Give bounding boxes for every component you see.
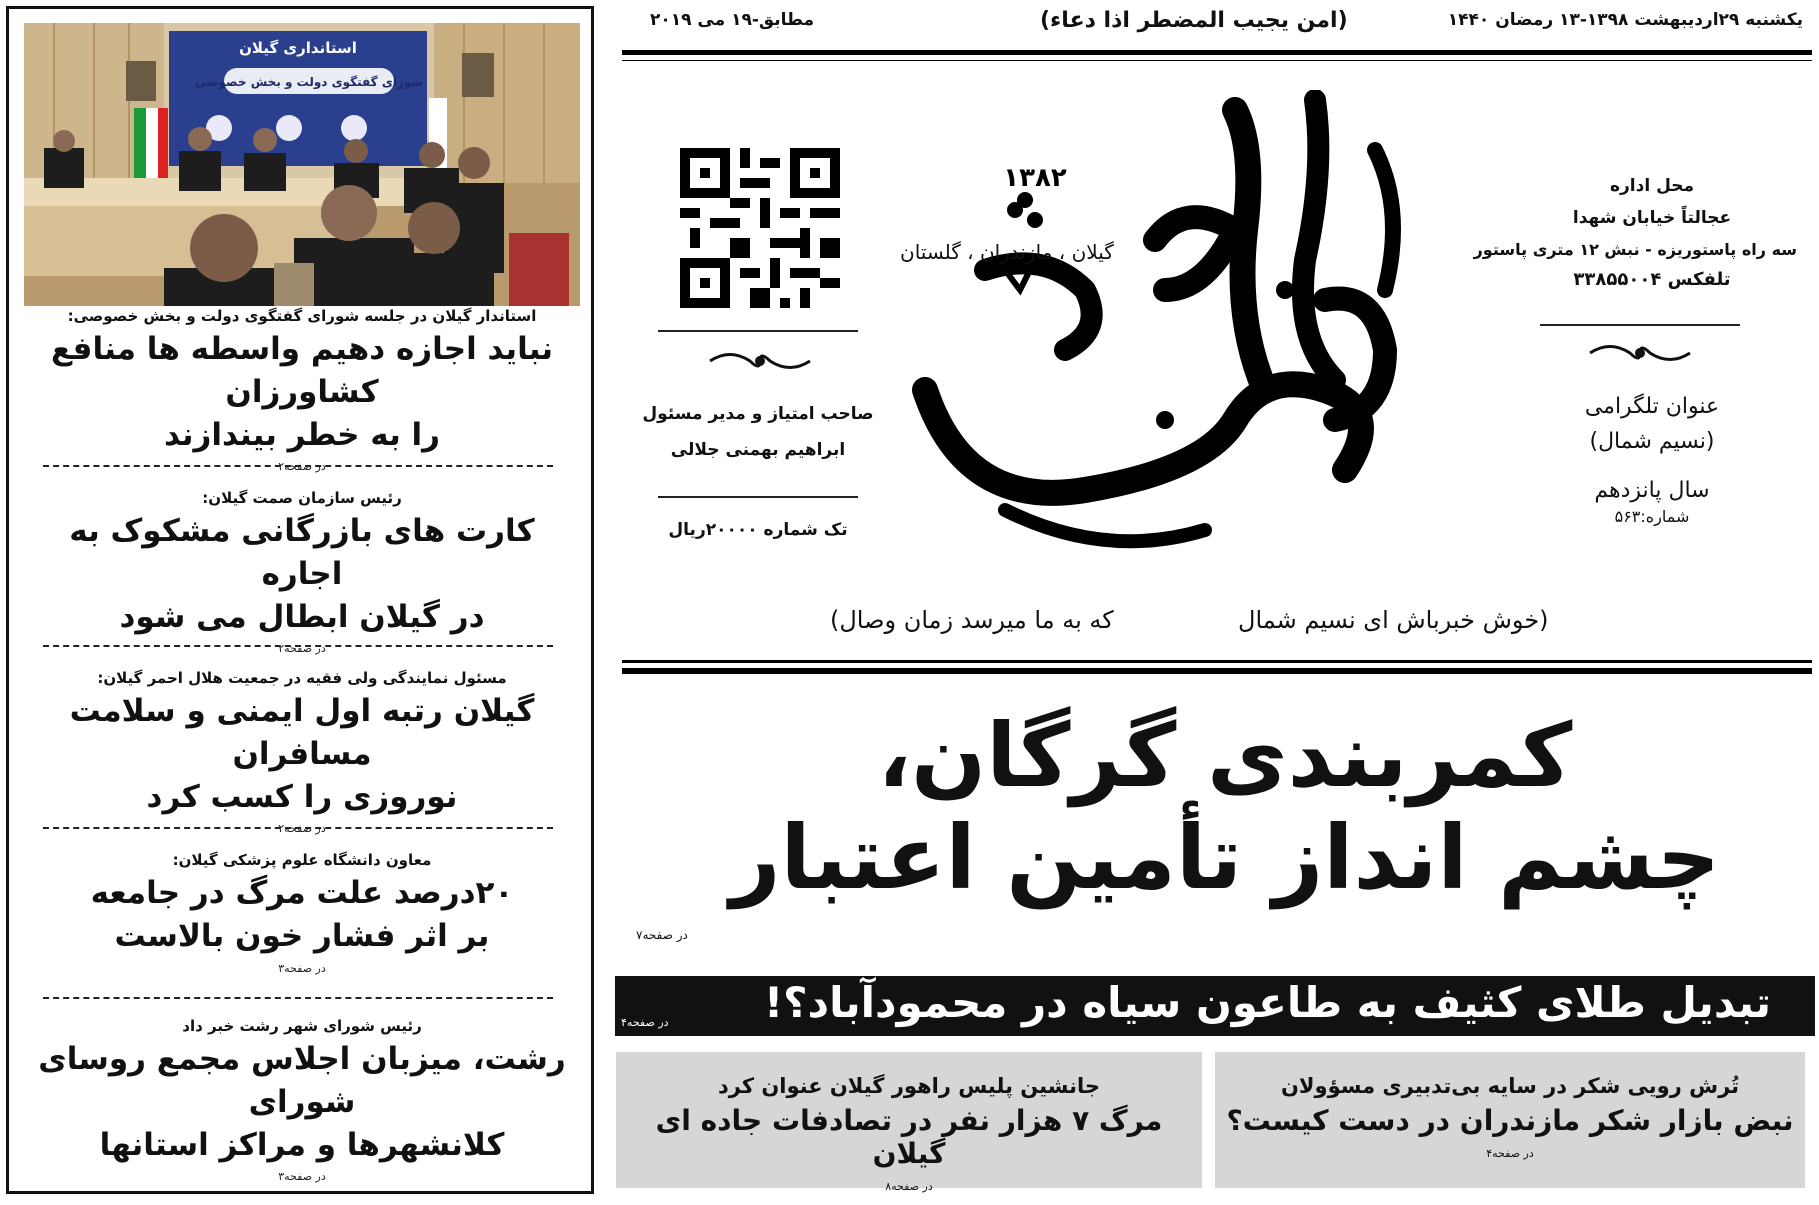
page-reference: در صفحه۲ — [278, 642, 326, 656]
headline-line: بر اثر فشار خون بالاست — [114, 917, 490, 954]
publisher-title: صاحب امتیاز و مدیر مسئول — [642, 404, 874, 424]
page-reference: در صفحه۸ — [885, 1180, 933, 1193]
page-reference: در صفحه۳ — [278, 1170, 326, 1184]
page-reference: در صفحه۲ — [278, 822, 326, 836]
news-headline — [29, 328, 575, 456]
page-reference: در صفحه۳ — [278, 961, 326, 975]
price: تک شماره ۲۰۰۰۰ریال — [668, 520, 848, 540]
box-kicker: جانشین پلیس راهور گیلان عنوان کرد — [717, 1074, 1101, 1098]
news-headline — [29, 510, 575, 638]
headline-page-reference: در صفحه۷ — [636, 928, 688, 942]
masthead-rule-1 — [622, 660, 1812, 663]
news-item[interactable] — [29, 1017, 575, 1183]
headline-line: نوروزی را کسب کرد — [146, 778, 458, 815]
news-box-right[interactable] — [1215, 1052, 1805, 1188]
news-item[interactable] — [29, 307, 575, 473]
news-headline — [29, 1038, 575, 1166]
dashed-separator — [43, 827, 553, 829]
telegram-info — [1507, 394, 1797, 526]
box-headline: نبض بازار شکر مازندران در دست کیست؟ — [1226, 1104, 1794, 1137]
top-rule-thin — [622, 60, 1812, 61]
news-box-left[interactable] — [616, 1052, 1202, 1193]
news-item[interactable] — [29, 489, 575, 655]
motto: (امن یجیب المضطر اذا دعاء) — [1040, 8, 1348, 33]
telegram-value: (نسیم شمال) — [1589, 429, 1715, 454]
headline-line: نباید اجازه دهیم واسطه ها منافع کشاورزان — [50, 331, 554, 410]
news-kicker: رئیس شورای شهر رشت خبر داد — [182, 1017, 422, 1035]
banner-title: استانداری گیلان — [239, 39, 357, 57]
news-kicker: معاون دانشگاه علوم پزشکی گیلان: — [172, 851, 432, 869]
dashed-separator — [43, 465, 553, 467]
logo-calligraphy — [905, 90, 1485, 590]
news-headline — [29, 690, 575, 818]
office-line1: عجالتاً خیابان شهدا — [1572, 208, 1732, 228]
headline-line: رشت، میزبان اجلاس مجمع روسای شورای — [38, 1041, 566, 1120]
headline-line: کلانشهرها و مراکز استانها — [99, 1126, 505, 1163]
verse-left: که به ما میرسد زمان وصال) — [830, 606, 1114, 634]
ornament-icon — [700, 346, 820, 376]
issue-label: شماره:۵۶۳ — [1614, 507, 1690, 526]
left-news-column — [6, 6, 594, 1194]
regions: گیلان ، مازندران ، گلستان — [900, 240, 1114, 264]
sub-headline-bar[interactable] — [615, 976, 1815, 1036]
verse-right: (خوش خبرباش ای نسیم شمال — [1238, 606, 1549, 634]
publisher-rule — [658, 330, 858, 332]
publisher-info — [636, 404, 880, 460]
office-title: محل اداره — [1609, 176, 1695, 196]
sub-headline: تبدیل طلای کثیف به طاعون سیاه در محمودآباد؟! — [764, 978, 1771, 1027]
headline-line: کارت های بازرگانی مشکوک به اجاره — [69, 513, 535, 592]
headline-line: ۲۰درصد علت مرگ در جامعه — [90, 875, 514, 911]
masthead-rule-2 — [622, 668, 1812, 674]
info-rule — [1540, 324, 1740, 326]
news-kicker: مسئول نمایندگی ولی فقیه در جمعیت هلال احمر گیلان: — [97, 669, 507, 687]
dashed-separator — [43, 997, 553, 999]
meeting-photo — [24, 23, 580, 306]
headline-line: گیلان رتبه اول ایمنی و سلامت مسافران — [69, 693, 535, 772]
box-kicker: تُرش رویی شکر در سایه بی‌تدبیری مسؤولان — [1280, 1074, 1740, 1098]
publisher-name: ابراهیم بهمنی جلالی — [670, 440, 846, 460]
news-kicker: رئیس سازمان صمت گیلان: — [202, 489, 402, 507]
ornament-icon — [1580, 338, 1700, 368]
main-headline[interactable] — [640, 705, 1810, 909]
main-headline-line2: چشم انداز تأمین اعتبار — [729, 806, 1721, 910]
date-right: یکشنبه ۲۹اردیبهشت ۱۳۹۸-۱۳ رمضان ۱۴۴۰ — [1447, 10, 1803, 30]
office-line2: سه راه پاستوریزه - نبش ۱۲ متری پاستور — [1473, 240, 1797, 259]
box-headline: مرگ ۷ هزار نفر در تصادفات جاده ای گیلان — [655, 1104, 1163, 1170]
headline-line: را به خطر بیندازند — [164, 416, 440, 453]
headline-line: در گیلان ابطال می شود — [119, 598, 485, 635]
founded-year: ۱۳۸۲ — [1003, 163, 1067, 193]
office-phone: تلفکس ۳۳۸۵۵۰۰۴ — [1573, 269, 1731, 290]
dashed-separator — [43, 645, 553, 647]
price-rule — [658, 496, 858, 498]
main-headline-line1: کمربندی گرگان، — [877, 704, 1573, 807]
page-reference: در صفحه۲ — [278, 460, 326, 474]
banner-subtitle: شورای گفتگوی دولت و بخش خصوصی — [194, 75, 424, 89]
telegram-title: عنوان تلگرامی — [1584, 394, 1720, 419]
top-rule — [622, 50, 1812, 55]
year-label: سال پانزدهم — [1594, 478, 1710, 503]
office-info — [1473, 176, 1797, 290]
news-kicker: استاندار گیلان در جلسه شورای گفتگوی دولت و بخش خصوصی: — [67, 307, 537, 325]
date-left: مطابق-۱۹ می ۲۰۱۹ — [650, 10, 815, 30]
news-item[interactable] — [29, 851, 575, 975]
logo — [905, 90, 1485, 590]
news-headline — [29, 872, 575, 958]
news-item[interactable] — [29, 669, 575, 835]
qr-code-icon — [680, 148, 840, 308]
page-reference: در صفحه۴ — [1486, 1147, 1534, 1160]
sub-page-reference: در صفحه۴ — [621, 1016, 669, 1029]
